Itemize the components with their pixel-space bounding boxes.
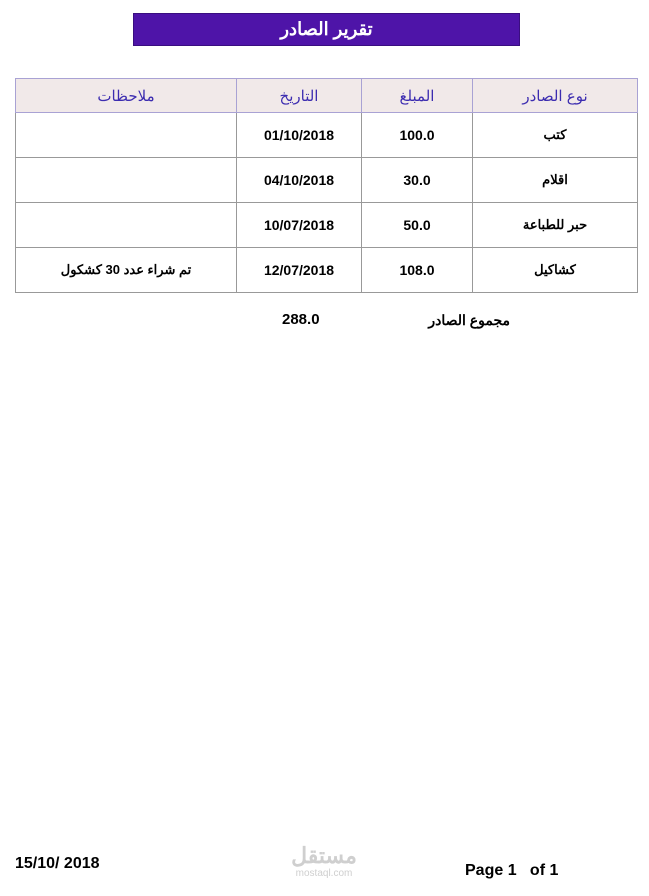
total-label: مجموع الصادر: [428, 312, 510, 328]
cell-date: 04/10/2018: [237, 158, 362, 203]
cell-notes: [16, 203, 237, 248]
column-header-amount: المبلغ: [362, 79, 473, 113]
column-header-notes: ملاحظات: [16, 79, 237, 113]
cell-type: كتب: [473, 113, 638, 158]
cell-type: كشاكيل: [473, 248, 638, 293]
footer-date: 15/10/ 2018: [15, 855, 100, 872]
cell-type: حبر للطباعة: [473, 203, 638, 248]
cell-date: 10/07/2018: [237, 203, 362, 248]
total-value: 288.0: [282, 311, 320, 328]
table-row: [16, 158, 638, 203]
table-row: [16, 113, 638, 158]
table-row: [16, 203, 638, 248]
watermark-logo: [284, 844, 364, 879]
cell-date: 01/10/2018: [237, 113, 362, 158]
footer-page-number: Page 1 of 1: [465, 862, 559, 879]
table-header-row: [16, 79, 638, 113]
table-row: [16, 248, 638, 293]
column-header-type: نوع الصادر: [473, 79, 638, 113]
cell-notes: تم شراء عدد 30 كشكول: [16, 248, 237, 293]
column-header-date: التاريخ: [237, 79, 362, 113]
cell-amount: 30.0: [362, 158, 473, 203]
cell-type: اقلام: [473, 158, 638, 203]
report-table: [15, 78, 638, 293]
watermark-latin: mostaql.com: [295, 868, 353, 879]
cell-notes: [16, 158, 237, 203]
watermark-arabic: مستقل: [291, 843, 357, 868]
cell-date: 12/07/2018: [237, 248, 362, 293]
cell-amount: 108.0: [362, 248, 473, 293]
report-title: تقرير الصادر: [133, 13, 520, 46]
cell-notes: [16, 113, 237, 158]
cell-amount: 100.0: [362, 113, 473, 158]
cell-amount: 50.0: [362, 203, 473, 248]
